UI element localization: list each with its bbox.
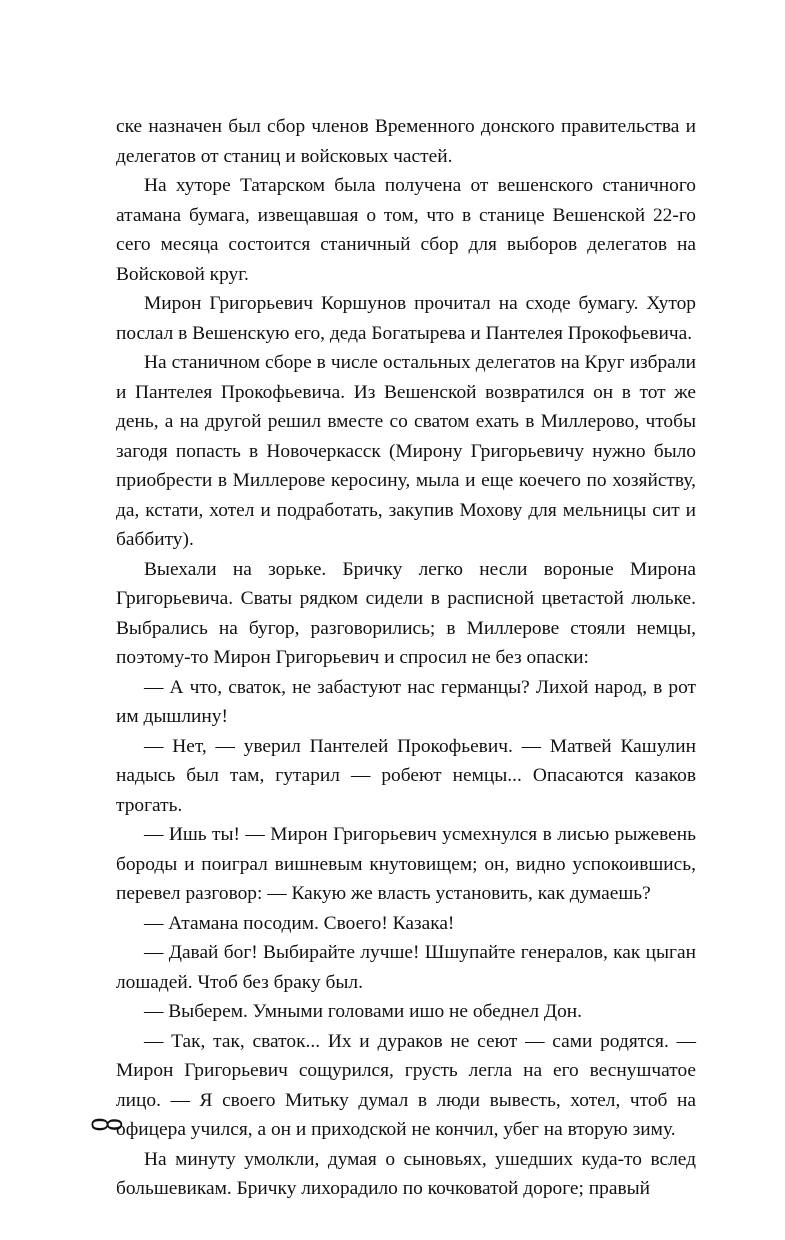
- paragraph: — Выберем. Умными головами ишо не обеднел Дон.: [144, 1001, 583, 1022]
- paragraph: — Давай бог! Выбирайте лучше! Шшупайте генералов, как цыган лошадей. Чтоб без браку был.: [116, 942, 696, 993]
- page-number: 8: [82, 1117, 133, 1132]
- body-text: [116, 112, 696, 1204]
- paragraph: — Нет, — уверил Пантелей Прокофьевич. — Матвей Кашулин надысь был там, гутарил — робеют немцы... Опасаются казаков трогать.: [116, 735, 696, 816]
- paragraph: Мирон Григорьевич Коршунов прочитал на сходе бумагу. Хутор послал в Вешенскую его, деда Богатырева и Пантелея Прокофьевича.: [116, 293, 696, 344]
- paragraph: — Ишь ты! — Мирон Григорьевич усмехнулся в лисью рыжевень бороды и поиграл вишневым кнутовищем; он, видно успокоившись, перевел разговор: — Какую же власть установить, как думаешь?: [116, 824, 696, 904]
- paragraph: — А что, сваток, не забастуют нас германцы? Лихой народ, в рот им дышлину!: [116, 676, 696, 727]
- paragraph: ске назначен был сбор членов Временного донского правительства и делегатов от станиц и войсковых частей.: [116, 116, 696, 167]
- paragraph: — Так, так, сваток... Их и дураков не сеют — сами родятся. — Мирон Григорьевич сощурился, грусть легла на его веснушчатое лицо. — Я своего Митьку думал в люди вывесть, хотел, чтоб на офицера учился, а он и приходской не кончил, убег на вторую зиму.: [116, 1030, 696, 1140]
- paragraph: На минуту умолкли, думая о сыновьях, ушедших куда-то вслед большевикам. Бричку лихорадило по кочковатой дороге; правый: [116, 1148, 696, 1199]
- paragraph: Выехали на зорьке. Бричку легко несли вороные Мирона Григорьевича. Сваты рядком сидели в расписной цветастой люльке. Выбрались на бугор, разговорились; в Миллерове стояли немцы, поэтому-то Мирон Григорьевич и спросил не без опаски:: [116, 558, 696, 668]
- paragraph: — Атамана посодим. Своего! Казака!: [144, 912, 455, 934]
- paragraph: На станичном сборе в числе остальных делегатов на Круг избрали и Пантелея Прокофьевича. Из Вешенской возвратился он в тот же день, а на другой решил вместе со сватом ехать в Миллерово, чтобы загодя попасть в Новочеркасск (Мирону Григорьевичу нужно было приобрести в Миллерове керосину, мыла и еще коечего по хозяйству, да, кстати, хотел и подработать, закупив Мохову для мельницы сит и баббиту).: [116, 352, 696, 550]
- paragraph: На хуторе Татарском была получена от вешенского станичного атамана бумага, извещавшая о том, что в станице Вешенской 22-го сего месяца состоится станичный сбор для выборов делегатов на Войсковой круг.: [116, 175, 696, 285]
